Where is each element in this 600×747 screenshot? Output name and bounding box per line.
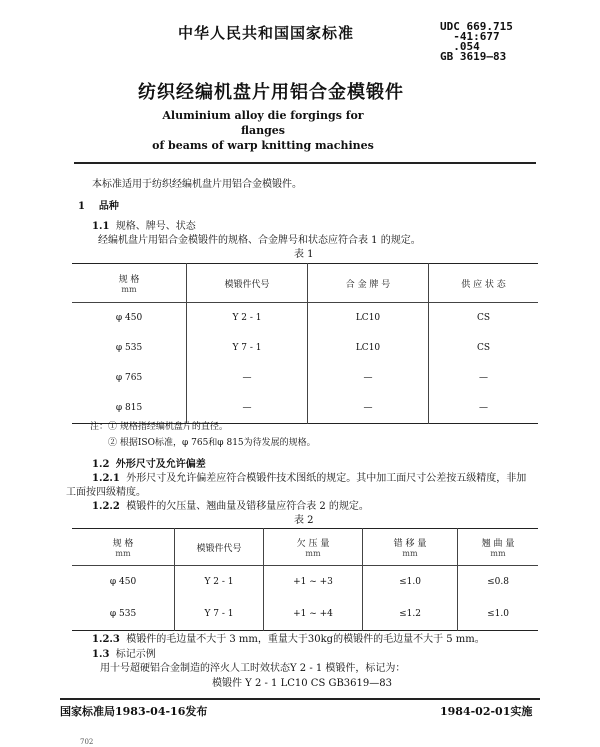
table-1-note: 注：① 规格指经编机盘片的直径。 [90,422,228,432]
section-num: 1.3 [92,649,110,660]
udc-line: .054 [440,40,480,53]
issue-date: 国家标准局1983-04-16发布 [60,705,208,718]
section-1-2-2-text [92,500,369,514]
section-num: 1.2.2 [92,501,120,512]
cell-spec: φ 535 [109,609,137,619]
table-row [72,566,538,599]
section-1-2-3-text [92,633,485,647]
cell-shift: ≤1.2 [363,598,458,631]
gb-code: GB 3619—83 [440,50,507,63]
document-title-en [148,108,378,153]
section-title: 规格、牌号、状态 [115,221,196,232]
section-title: 标记示例 [115,649,156,660]
cell-state: CS [429,333,539,363]
cell-code: — [187,393,308,424]
cell-code: Y 2 - 1 [175,566,264,599]
standard-title: 中华人民共和国国家标准 [178,24,355,42]
cell-code: Y 7 - 1 [187,333,308,363]
table-header-row [72,529,538,566]
section-1-1-heading [92,220,196,234]
section-1-2-heading [92,458,206,472]
cell-shift: ≤1.0 [363,566,458,599]
cell-alloy: — [308,363,429,393]
udc-line: UDC 669.715 [440,20,513,33]
cell-code: Y 7 - 1 [175,598,264,631]
section-1-3-text: 用十号超硬铝合金制造的淬火人工时效状态Y 2 - 1 模锻件，标记为： [100,663,406,674]
paragraph-line: 外形尺寸及允许偏差应符合模锻件技术图纸的规定。其中加工面尺寸公差按五级精度，非加 [126,473,527,484]
effective-date: 1984-02-01实施 [440,705,533,718]
top-rule [74,162,536,164]
table-row [72,393,538,424]
bottom-rule [60,698,540,700]
udc-code [440,22,513,62]
col-header-spec: 规 格 mm [72,529,175,566]
cell-code: — [187,363,308,393]
cell-spec: φ 765 [115,373,143,383]
col-header-code: 模锻件代号 [187,264,308,303]
title-en-line: Aluminium alloy die forgings for flanges [162,109,364,137]
cell-underpress: +1 ~ +4 [264,598,363,631]
cell-spec: φ 450 [109,577,137,587]
col-header-state: 供 应 状 态 [429,264,539,303]
document-title-cn: 纺织经编机盘片用铝合金模锻件 [138,82,404,103]
paragraph-line: 模锻件的欠压量、翘曲量及错移量应符合表 2 的规定。 [126,501,369,512]
title-en-line: of beams of warp knitting machines [152,139,374,152]
cell-alloy: LC10 [308,333,429,363]
section-num: 1.2 [92,459,110,470]
section-num: 1.1 [92,221,110,232]
cell-code: Y 2 - 1 [187,303,308,334]
section-1-2-1-text [92,472,526,486]
marking-example: 模锻件 Y 2 - 1 LC10 CS GB3619—83 [212,678,392,689]
cell-spec: φ 815 [115,403,143,413]
col-header-spec: 规 格 mm [72,264,187,303]
cell-alloy: — [308,393,429,424]
col-header-shift: 错 移 量 mm [363,529,458,566]
table-1-note: ② 根据ISO标准，φ 765和φ 815为待发展的规格。 [108,438,316,448]
table-1-caption: 表 1 [294,249,314,260]
section-1-3-heading [92,648,156,662]
col-header-alloy: 合 金 牌 号 [308,264,429,303]
cell-underpress: +1 ~ +3 [264,566,363,599]
section-num: 1.2.3 [92,634,120,645]
paragraph-line: 工面按四级精度。 [66,487,146,498]
table-row [72,333,538,363]
section-1-heading [78,200,119,214]
cell-warp: ≤0.8 [458,566,539,599]
section-title: 品种 [98,201,119,212]
section-num: 1.2.1 [92,473,120,484]
col-header-code: 模锻件代号 [175,529,264,566]
col-header-warp: 翘 曲 量 mm [458,529,539,566]
paragraph-line: 模锻件的毛边量不大于 3 mm，重量大于30kg的模锻件的毛边量不大于 5 mm。 [126,634,485,645]
col-header-underpress: 欠 压 量 mm [264,529,363,566]
table-2 [72,528,538,631]
cell-state: — [429,363,539,393]
table-2-caption: 表 2 [294,515,314,526]
cell-warp: ≤1.0 [458,598,539,631]
intro-text: 本标准适用于纺织经编机盘片用铝合金模锻件。 [92,179,302,190]
section-num: 1 [78,201,85,212]
cell-state: CS [429,303,539,334]
table-row [72,598,538,631]
page-number: 702 [80,738,94,746]
cell-spec: φ 535 [115,343,143,353]
cell-state: — [429,393,539,424]
table-1 [72,263,538,424]
table-row [72,363,538,393]
cell-spec: φ 450 [115,313,143,323]
cell-alloy: LC10 [308,303,429,334]
table-row [72,303,538,334]
section-1-1-text: 经编机盘片用铝合金模锻件的规格、合金牌号和状态应符合表 1 的规定。 [98,235,421,246]
table-header-row [72,264,538,303]
section-title: 外形尺寸及允许偏差 [115,459,206,470]
udc-line: -41:677 [440,30,500,43]
